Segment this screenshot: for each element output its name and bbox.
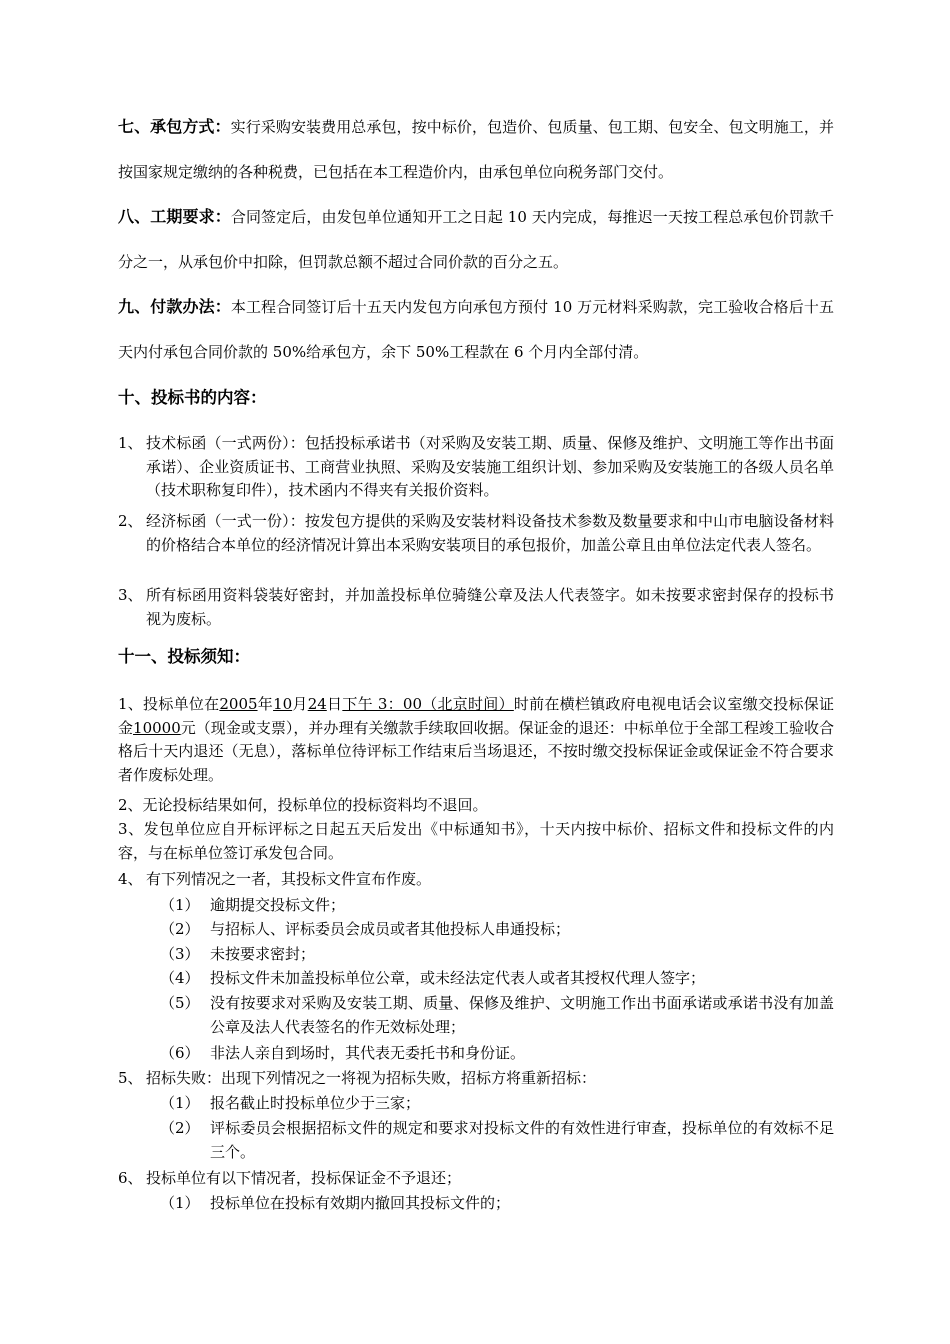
sub-number: （1） — [160, 1194, 200, 1212]
section-7-paragraph — [118, 104, 834, 195]
list-text: 经济标函（一式一份）：按发包方提供的采购及安装材料设备技术参数及数量要求和中山市电脑设备材料的价格结合本单位的经济情况计算出本采购安装项目的承包报价，加盖公章且由单位法定代表人签名。 — [146, 512, 834, 554]
deadline-month: 10 — [273, 695, 293, 713]
section-9-heading: 九、付款办法： — [118, 297, 231, 316]
notice-1-middle: 时前在横栏镇政府电视电话会议室缴交投标保证金 — [118, 695, 834, 737]
deadline-month-suffix: 月 — [292, 695, 308, 713]
list-number: 5、 — [118, 1069, 143, 1087]
section-11-heading: 十一、投标须知： — [118, 647, 250, 666]
sub-number: （1） — [160, 896, 200, 914]
section-8-body: 合同签定后，由发包单位通知开工之日起 10 天内完成，每推迟一天按工程总承包价罚款千分之一，从承包价中扣除，但罚款总额不超过合同价款的百分之五。 — [118, 208, 834, 271]
sub-number: （2） — [160, 1119, 200, 1137]
deadline-time: 下午 3：00（北京时间） — [342, 695, 514, 713]
sub-text: 投标单位在投标有效期内撤回其投标文件的； — [210, 1194, 511, 1212]
sub-text: 与招标人、评标委员会成员或者其他投标人串通投标； — [210, 920, 571, 938]
list-text: 技术标函（一式两份）：包括投标承诺书（对采购及安装工期、质量、保修及维护、文明施工等作出书面承诺）、企业资质证书、工商营业执照、采购及安装施工组织计划、参加采购及安装施工的各级人员名单（技术职称复印件），技术函内不得夹有关报价资料。 — [146, 434, 834, 499]
list-text: 所有标函用资料袋装好密封，并加盖投标单位骑缝公章及法人代表签字。如未按要求密封保存的投标书视为废标。 — [146, 586, 834, 628]
list-number: 4、 — [118, 870, 143, 888]
sub-number: （3） — [160, 945, 200, 963]
sub-text: 评标委员会根据招标文件的规定和要求对投标文件的有效性进行审查，投标单位的有效标不足三个。 — [210, 1119, 834, 1161]
list-text: 有下列情况之一者，其投标文件宣布作废。 — [146, 870, 432, 888]
notice-3-text: 3、发包单位应自开标评标之日起五天后发出《中标通知书》，十天内按中标价、招标文件和投标文件的内容，与在标单位签订承发包合同。 — [118, 820, 834, 862]
notice-item-2: 2、无论投标结果如何，投标单位的投标资料均不退回。 — [118, 796, 488, 814]
sub-text: 没有按要求对采购及安装工期、质量、保修及维护、文明施工作出书面承诺或承诺书没有加盖公章及法人代表签名的作无效标处理； — [210, 994, 834, 1036]
deadline-day: 24 — [307, 695, 327, 713]
section-8-heading: 八、工期要求： — [118, 207, 231, 226]
deadline-year: 2005 — [219, 695, 258, 713]
deadline-day-suffix: 日 — [326, 695, 343, 713]
sub-number: （5） — [160, 994, 200, 1012]
list-number: 1、 — [118, 434, 143, 452]
sub-text: 非法人亲自到场时，其代表无委托书和身份证。 — [210, 1044, 526, 1062]
list-number: 3、 — [118, 586, 143, 604]
list-number: 6、 — [118, 1169, 143, 1187]
sub-number: （1） — [160, 1094, 200, 1112]
section-8-paragraph — [118, 194, 834, 285]
deposit-amount: 10000 — [133, 718, 181, 737]
section-9-body: 本工程合同签订后十五天内发包方向承包方预付 10 万元材料采购款，完工验收合格后十五天内付承包合同价款的 50%给承包方，余下 50%工程款在 6 个月内全部付清。 — [118, 298, 834, 361]
section-9-paragraph — [118, 284, 834, 375]
sub-text: 未按要求密封； — [210, 945, 316, 963]
sub-number: （2） — [160, 920, 200, 938]
sub-text: 逾期提交投标文件； — [210, 896, 346, 914]
sub-text: 投标文件未加盖投标单位公章，或未经法定代表人或者其授权代理人签字； — [210, 969, 706, 987]
list-number: 2、 — [118, 512, 143, 530]
notice-item-1 — [118, 693, 834, 787]
notice-1-prefix: 1、投标单位在 — [118, 695, 220, 713]
deadline-year-suffix: 年 — [257, 695, 274, 713]
section-7-heading: 七、承包方式： — [118, 117, 231, 136]
list-text: 招标失败：出现下列情况之一将视为招标失败，招标方将重新招标： — [146, 1069, 597, 1087]
notice-item-3 — [118, 818, 834, 865]
list-text: 投标单位有以下情况者，投标保证金不予退还； — [146, 1169, 462, 1187]
sub-number: （4） — [160, 969, 200, 987]
notice-1-rest: 元（现金或支票），并办理有关缴款手续取回收据。保证金的退还：中标单位于全部工程竣工验收合格后十天内退还（无息），落标单位待评标工作结束后当场退还，不按时缴交投标保证金或保证金不符合要求者作废标处理。 — [118, 718, 834, 784]
section-10-heading: 十、投标书的内容： — [118, 388, 267, 407]
sub-text: 报名截止时投标单位少于三家； — [210, 1094, 421, 1112]
section-7-body: 实行采购安装费用总承包，按中标价，包造价、包质量、包工期、包安全、包文明施工，并按国家规定缴纳的各种税费，已包括在本工程造价内，由承包单位向税务部门交付。 — [118, 118, 834, 181]
sub-number: （6） — [160, 1044, 200, 1062]
